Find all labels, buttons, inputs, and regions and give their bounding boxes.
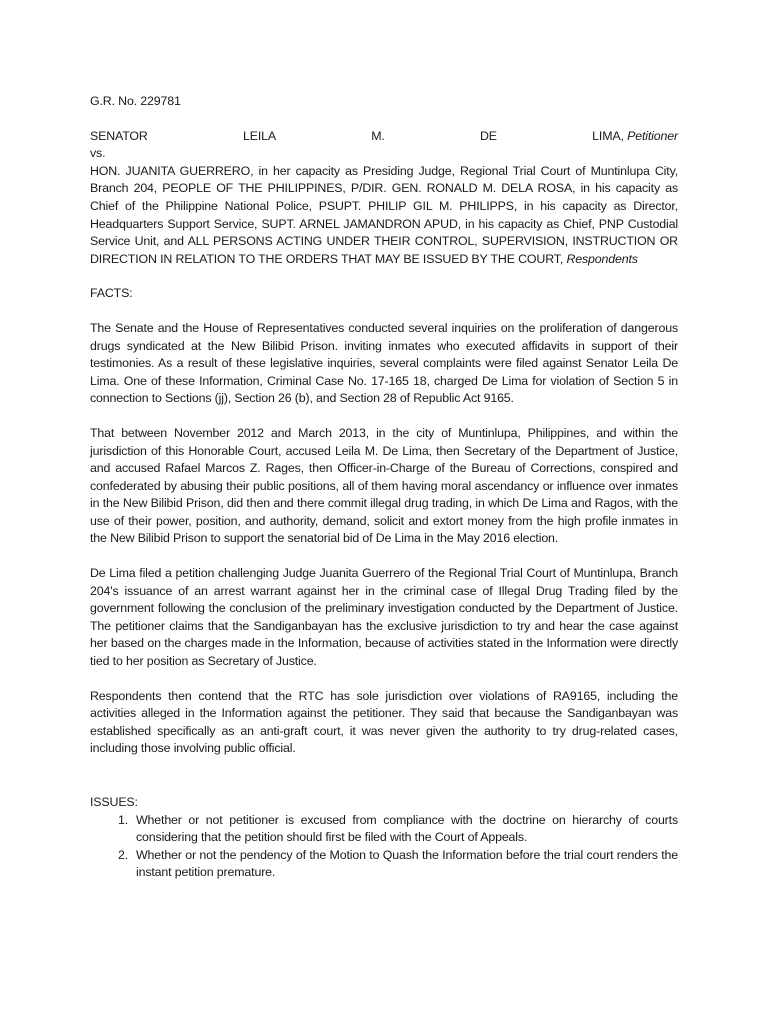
petitioner-word: M. — [371, 128, 385, 143]
versus: vs. — [90, 146, 106, 161]
petitioner-word: LEILA — [242, 128, 276, 143]
facts-paragraph: That between November 2012 and March 2013, in the city of Muntinlupa, Philippines, and within the jurisdiction of this Honorable Court, accused Leila M. De Lima, then Secretary of the Department of Justice, and accused Rafael Marcos Z. Rages, then Officer-in-Charge of the Bureau of Corrections, conspired and confederated by abusing their public positions, all of them having moral ascendancy or influence over inmates in the New Bilibid Prison, did then and there commit illegal drug trading, in which De Lima and Ragos, with the use of their power, position, and authority, demand, solicit and extort money from the high profile inmates in the New Bilibid Prison to support the senatorial bid of De Lima in the May 2016 election. — [90, 425, 678, 546]
issue-text: Whether or not petitioner is excused from compliance with the doctrine on hierarchy of courts considering that the petition should first be filed with the Court of Appeals. — [136, 812, 678, 845]
issue-text: Whether or not the pendency of the Motion to Quash the Information before the trial court renders the instant petition premature. — [136, 847, 678, 880]
issue-item — [90, 847, 678, 882]
facts-paragraph: The Senate and the House of Representatives conducted several inquiries on the proliferation of dangerous drugs syndicated at the New Bilibid Prison. inviting inmates who executed affidavits in support of their testimonies. As a result of these legislative inquiries, several complaints were filed against Senator Leila De Lima. One of these Information, Criminal Case No. 17-165 18, charged De Lima for violation of Section 5 in connection to Sections (jj), Section 26 (b), and Section 28 of Republic Act 9165. — [90, 320, 678, 406]
document-page — [90, 93, 678, 882]
petitioner-role: Petitioner — [627, 128, 678, 143]
respondents-text: HON. JUANITA GUERRERO, in her capacity as Presiding Judge, Regional Trial Court of Muntinlupa City, Branch 204, PEOPLE OF THE PHILIPPINES, P/DIR. GEN. RONALD M. DELA ROSA, in his capacity as Chief of the Philippine National Police, PSUPT. PHILIP GIL M. PHILIPPS, in his capacity as Director, Headquarters Support Service, SUPT. ARNEL JAMANDRON APUD, in his capacity as Chief, PNP Custodial Service Unit, and ALL PERSONS ACTING UNDER THEIR CONTROL, SUPERVISION, INSTRUCTION OR DIRECTION IN RELATION TO THE ORDERS THAT MAY BE ISSUED BY THE COURT, — [90, 163, 678, 266]
respondents-role: Respondents — [566, 251, 638, 266]
petitioner-name-end: LIMA, Petitioner — [592, 128, 678, 143]
petitioner-line — [90, 128, 678, 146]
petitioner-word: DE — [479, 128, 497, 143]
issue-number: 2. — [117, 847, 128, 862]
issue-number: 1. — [117, 812, 128, 827]
facts-paragraph: De Lima filed a petition challenging Judge Juanita Guerrero of the Regional Trial Court of Muntinlupa, Branch 204's issuance of an arrest warrant against her in the criminal case of Illegal Drug Trading filed by the government following the conclusion of the preliminary investigation conducted by the Department of Justice. The petitioner claims that the Sandiganbayan has the exclusive jurisdiction to try and hear the case against her based on the charges made in the Information, because of activities stated in the Information were directly tied to her position as Secretary of Justice. — [90, 566, 678, 669]
issue-item — [90, 812, 678, 847]
section-spacer — [90, 758, 678, 794]
gr-number: G.R. No. 229781 — [90, 94, 181, 108]
issues-heading: ISSUES: — [90, 795, 138, 809]
facts-paragraph: Respondents then contend that the RTC has sole jurisdiction over violations of RA9165, including the activities alleged in the Information against the petitioner. They said that because the Sandiganbayan was established specifically as an anti-graft court, it was never given the authority to try drug-related cases, including those involving public official. — [90, 688, 678, 756]
facts-heading: FACTS: — [90, 286, 133, 301]
respondents-caption — [90, 163, 678, 269]
petitioner-word: SENATOR — [90, 128, 148, 143]
issues-list — [90, 812, 678, 882]
